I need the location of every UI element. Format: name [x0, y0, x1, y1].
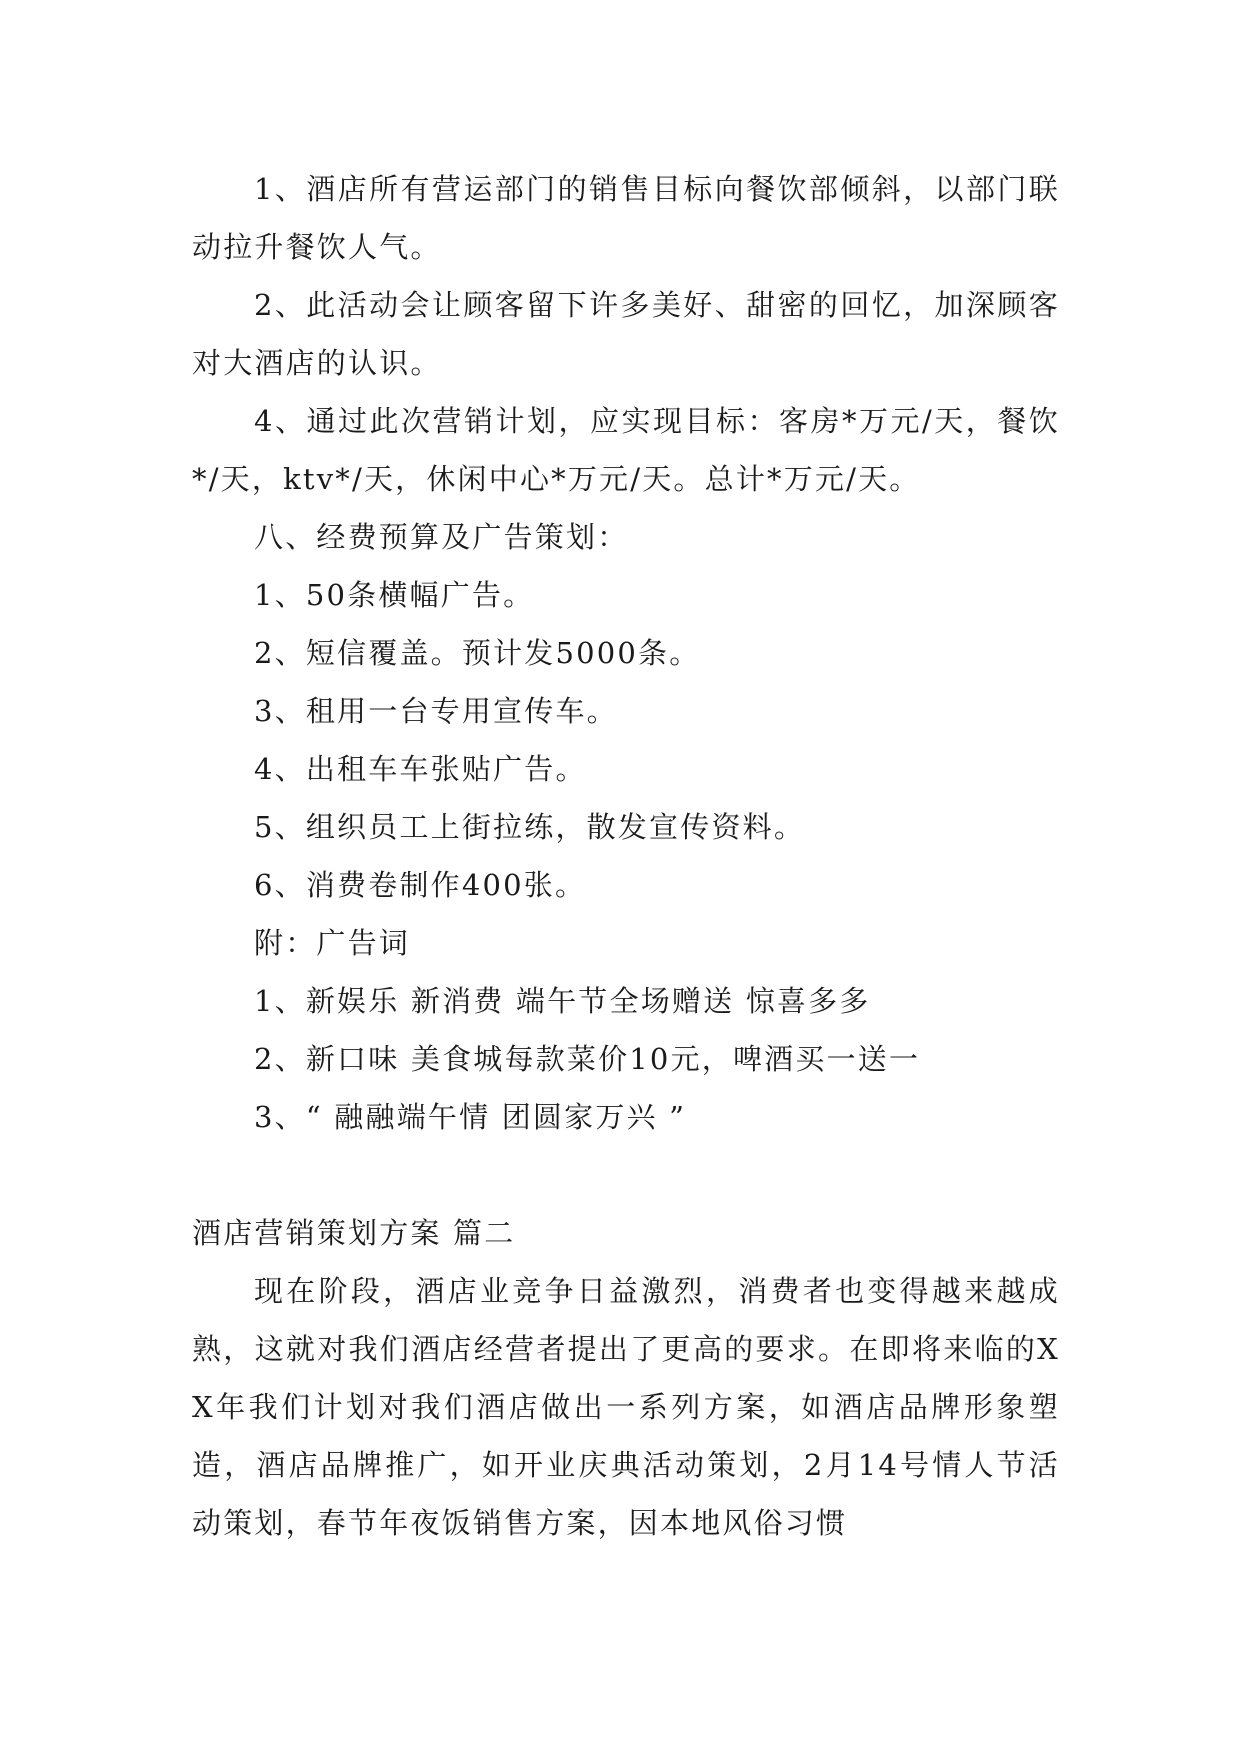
document-body	[192, 160, 1060, 1552]
paragraph-sales-target: 1、酒店所有营运部门的销售目标向餐饮部倾斜，以部门联动拉升餐饮人气。	[192, 172, 1060, 264]
list-item-banners: 1、50条横幅广告。	[254, 578, 535, 612]
paragraph-revenue-goal: 4、通过此次营销计划，应实现目标：客房*万元/天，餐饮*/天，ktv*/天，休闲中心*万元/天。总计*万元/天。	[192, 404, 1060, 496]
slogan-item-2: 2、新口味 美食城每款菜价10元，啤酒买一送一	[254, 1042, 921, 1076]
paragraph-customer-memory: 2、此活动会让顾客留下许多美好、甜密的回忆，加深顾客对大酒店的认识。	[192, 288, 1060, 380]
section-title-part-two: 酒店营销策划方案 篇二	[192, 1216, 516, 1250]
heading-slogans: 附：广告词	[254, 926, 411, 960]
list-item-street-promotion: 5、组织员工上街拉练，散发宣传资料。	[254, 810, 806, 844]
list-item-sms: 2、短信覆盖。预计发5000条。	[254, 636, 701, 670]
heading-budget-advertising: 八、经费预算及广告策划：	[254, 520, 629, 554]
list-item-vouchers: 6、消费卷制作400张。	[254, 868, 587, 902]
paragraph-part-two-intro: 现在阶段，酒店业竞争日益激烈，消费者也变得越来越成熟，这就对我们酒店经营者提出了更高的要求。在即将来临的XX年我们计划对我们酒店做出一系列方案，如酒店品牌形象塑造，酒店品牌推广，如开业庆典活动策划，2月14号情人节活动策划，春节年夜饭销售方案，因本地风俗习惯	[192, 1274, 1060, 1540]
slogan-item-1: 1、新娱乐 新消费 端午节全场赠送 惊喜多多	[254, 984, 871, 1018]
list-item-taxi-ads: 4、出租车车张贴广告。	[254, 752, 587, 786]
slogan-item-3: 3、“ 融融端午情 团圆家万兴 ”	[254, 1100, 687, 1134]
list-item-promo-vehicle: 3、租用一台专用宣传车。	[254, 694, 618, 728]
